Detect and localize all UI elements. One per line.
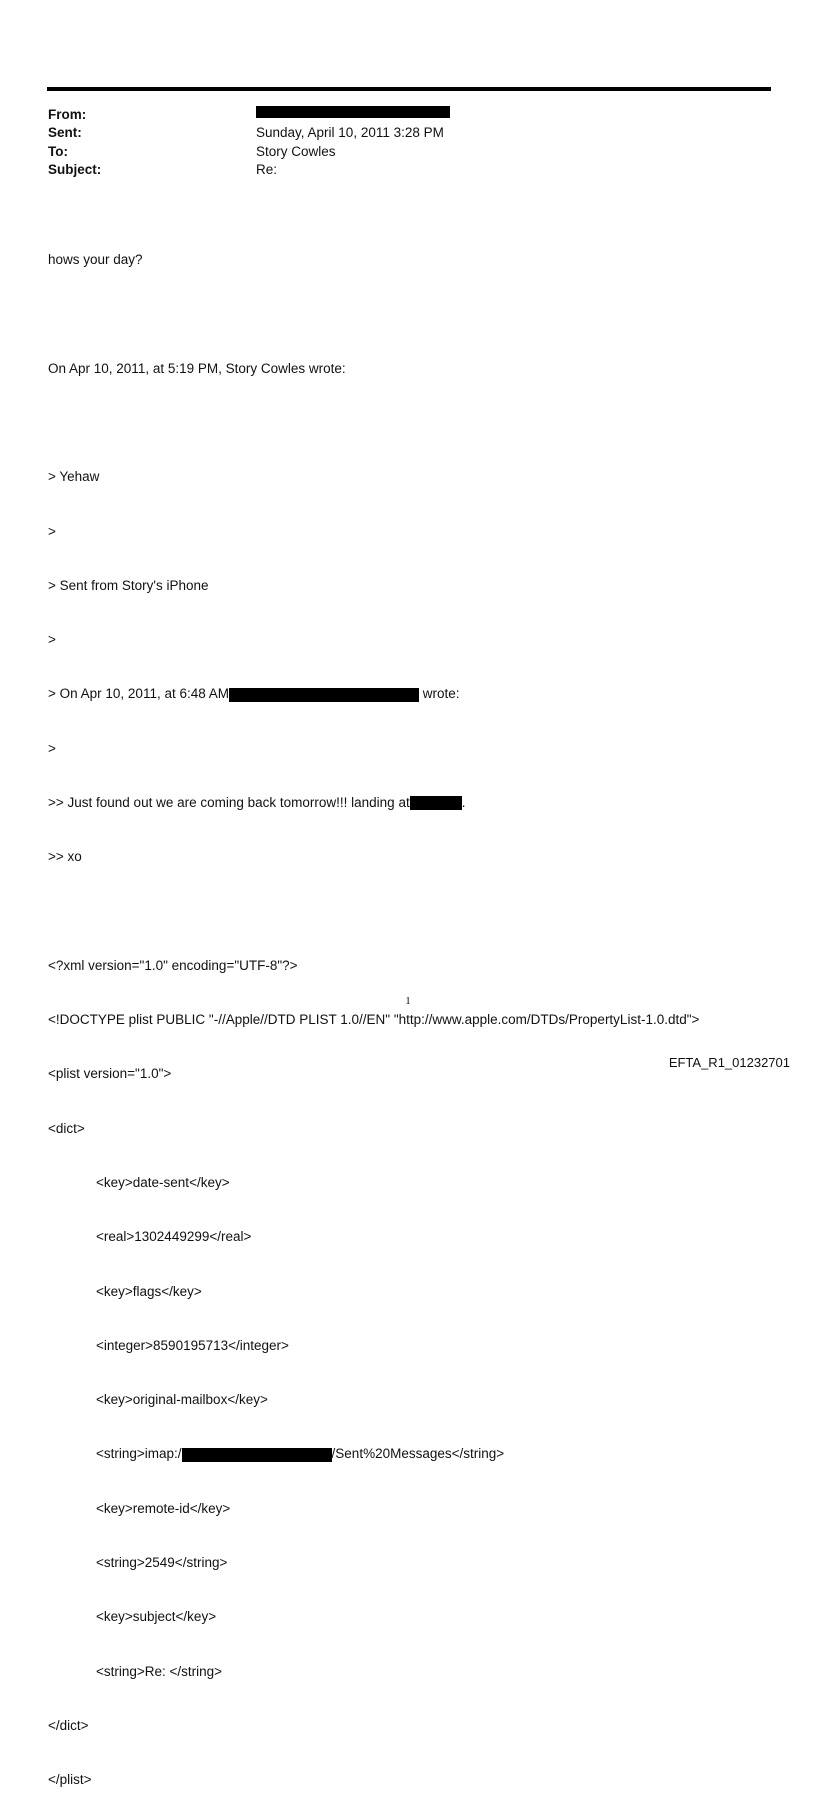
to-label: To:	[48, 143, 68, 159]
sent-row	[48, 124, 444, 142]
to-row	[48, 143, 444, 161]
header-divider-rule	[47, 87, 771, 91]
sent-value: Sunday, April 10, 2011 3:28 PM	[256, 125, 444, 141]
plist-text: /Sent%20Messages</string>	[331, 1446, 505, 1462]
quoted-line: >	[48, 740, 56, 756]
plist-line: </plist>	[48, 1772, 92, 1788]
page-number: 1	[405, 995, 411, 1007]
body-line: On Apr 10, 2011, at 5:19 PM, Story Cowles wrote:	[48, 360, 346, 376]
quoted-line: >> xo	[48, 849, 82, 865]
from-row	[48, 106, 444, 124]
redaction-block	[182, 1448, 332, 1462]
plist-line: <key>subject</key>	[96, 1609, 217, 1625]
subject-value: Re:	[256, 161, 278, 177]
plist-line: <string>Re: </string>	[96, 1663, 223, 1679]
quoted-text: > On Apr 10, 2011, at 6:48 AM	[48, 686, 229, 702]
plist-text: <string>imap:/	[96, 1446, 182, 1462]
document-id: EFTA_R1_01232701	[668, 1055, 790, 1070]
to-value: Story Cowles	[256, 143, 336, 159]
redaction-block	[410, 796, 462, 810]
email-header	[48, 106, 444, 179]
plist-line: <integer>8590195713</integer>	[96, 1337, 289, 1353]
plist-line: <string>2549</string>	[96, 1554, 228, 1570]
plist-line: <key>original-mailbox</key>	[96, 1392, 268, 1408]
from-label: From:	[48, 107, 87, 122]
quoted-line	[48, 794, 699, 812]
redaction-block	[256, 106, 450, 118]
plist-line: <key>flags</key>	[96, 1283, 202, 1299]
redaction-block	[229, 688, 419, 702]
plist-line: <!DOCTYPE plist PUBLIC "-//Apple//DTD PLIST 1.0//EN" "http://www.apple.com/DTDs/PropertyList-1.0.dtd">	[48, 1012, 700, 1028]
plist-line: <plist version="1.0">	[48, 1066, 172, 1082]
plist-line: <dict>	[48, 1120, 85, 1136]
quoted-text: .	[461, 795, 466, 810]
plist-line: <real>1302449299</real>	[96, 1229, 252, 1245]
body-line: hows your day?	[48, 252, 143, 268]
quoted-text: >> Just found out we are coming back tomorrow!!! landing at	[48, 795, 410, 810]
quoted-line	[48, 685, 699, 703]
subject-label: Subject:	[48, 161, 102, 177]
sent-label: Sent:	[48, 125, 82, 141]
quoted-text: wrote:	[419, 686, 460, 702]
plist-line: <key>date-sent</key>	[96, 1174, 230, 1190]
plist-line	[48, 1445, 699, 1463]
quoted-line: > Yehaw	[48, 469, 100, 485]
quoted-line: >	[48, 632, 56, 648]
subject-row	[48, 161, 444, 179]
plist-line: </dict>	[48, 1717, 89, 1733]
plist-line: <?xml version="1.0" encoding="UTF-8"?>	[48, 957, 298, 973]
email-body	[48, 215, 699, 1807]
plist-line: <key>remote-id</key>	[96, 1500, 231, 1516]
quoted-line: >	[48, 523, 56, 539]
quoted-line: > Sent from Story's iPhone	[48, 577, 209, 593]
